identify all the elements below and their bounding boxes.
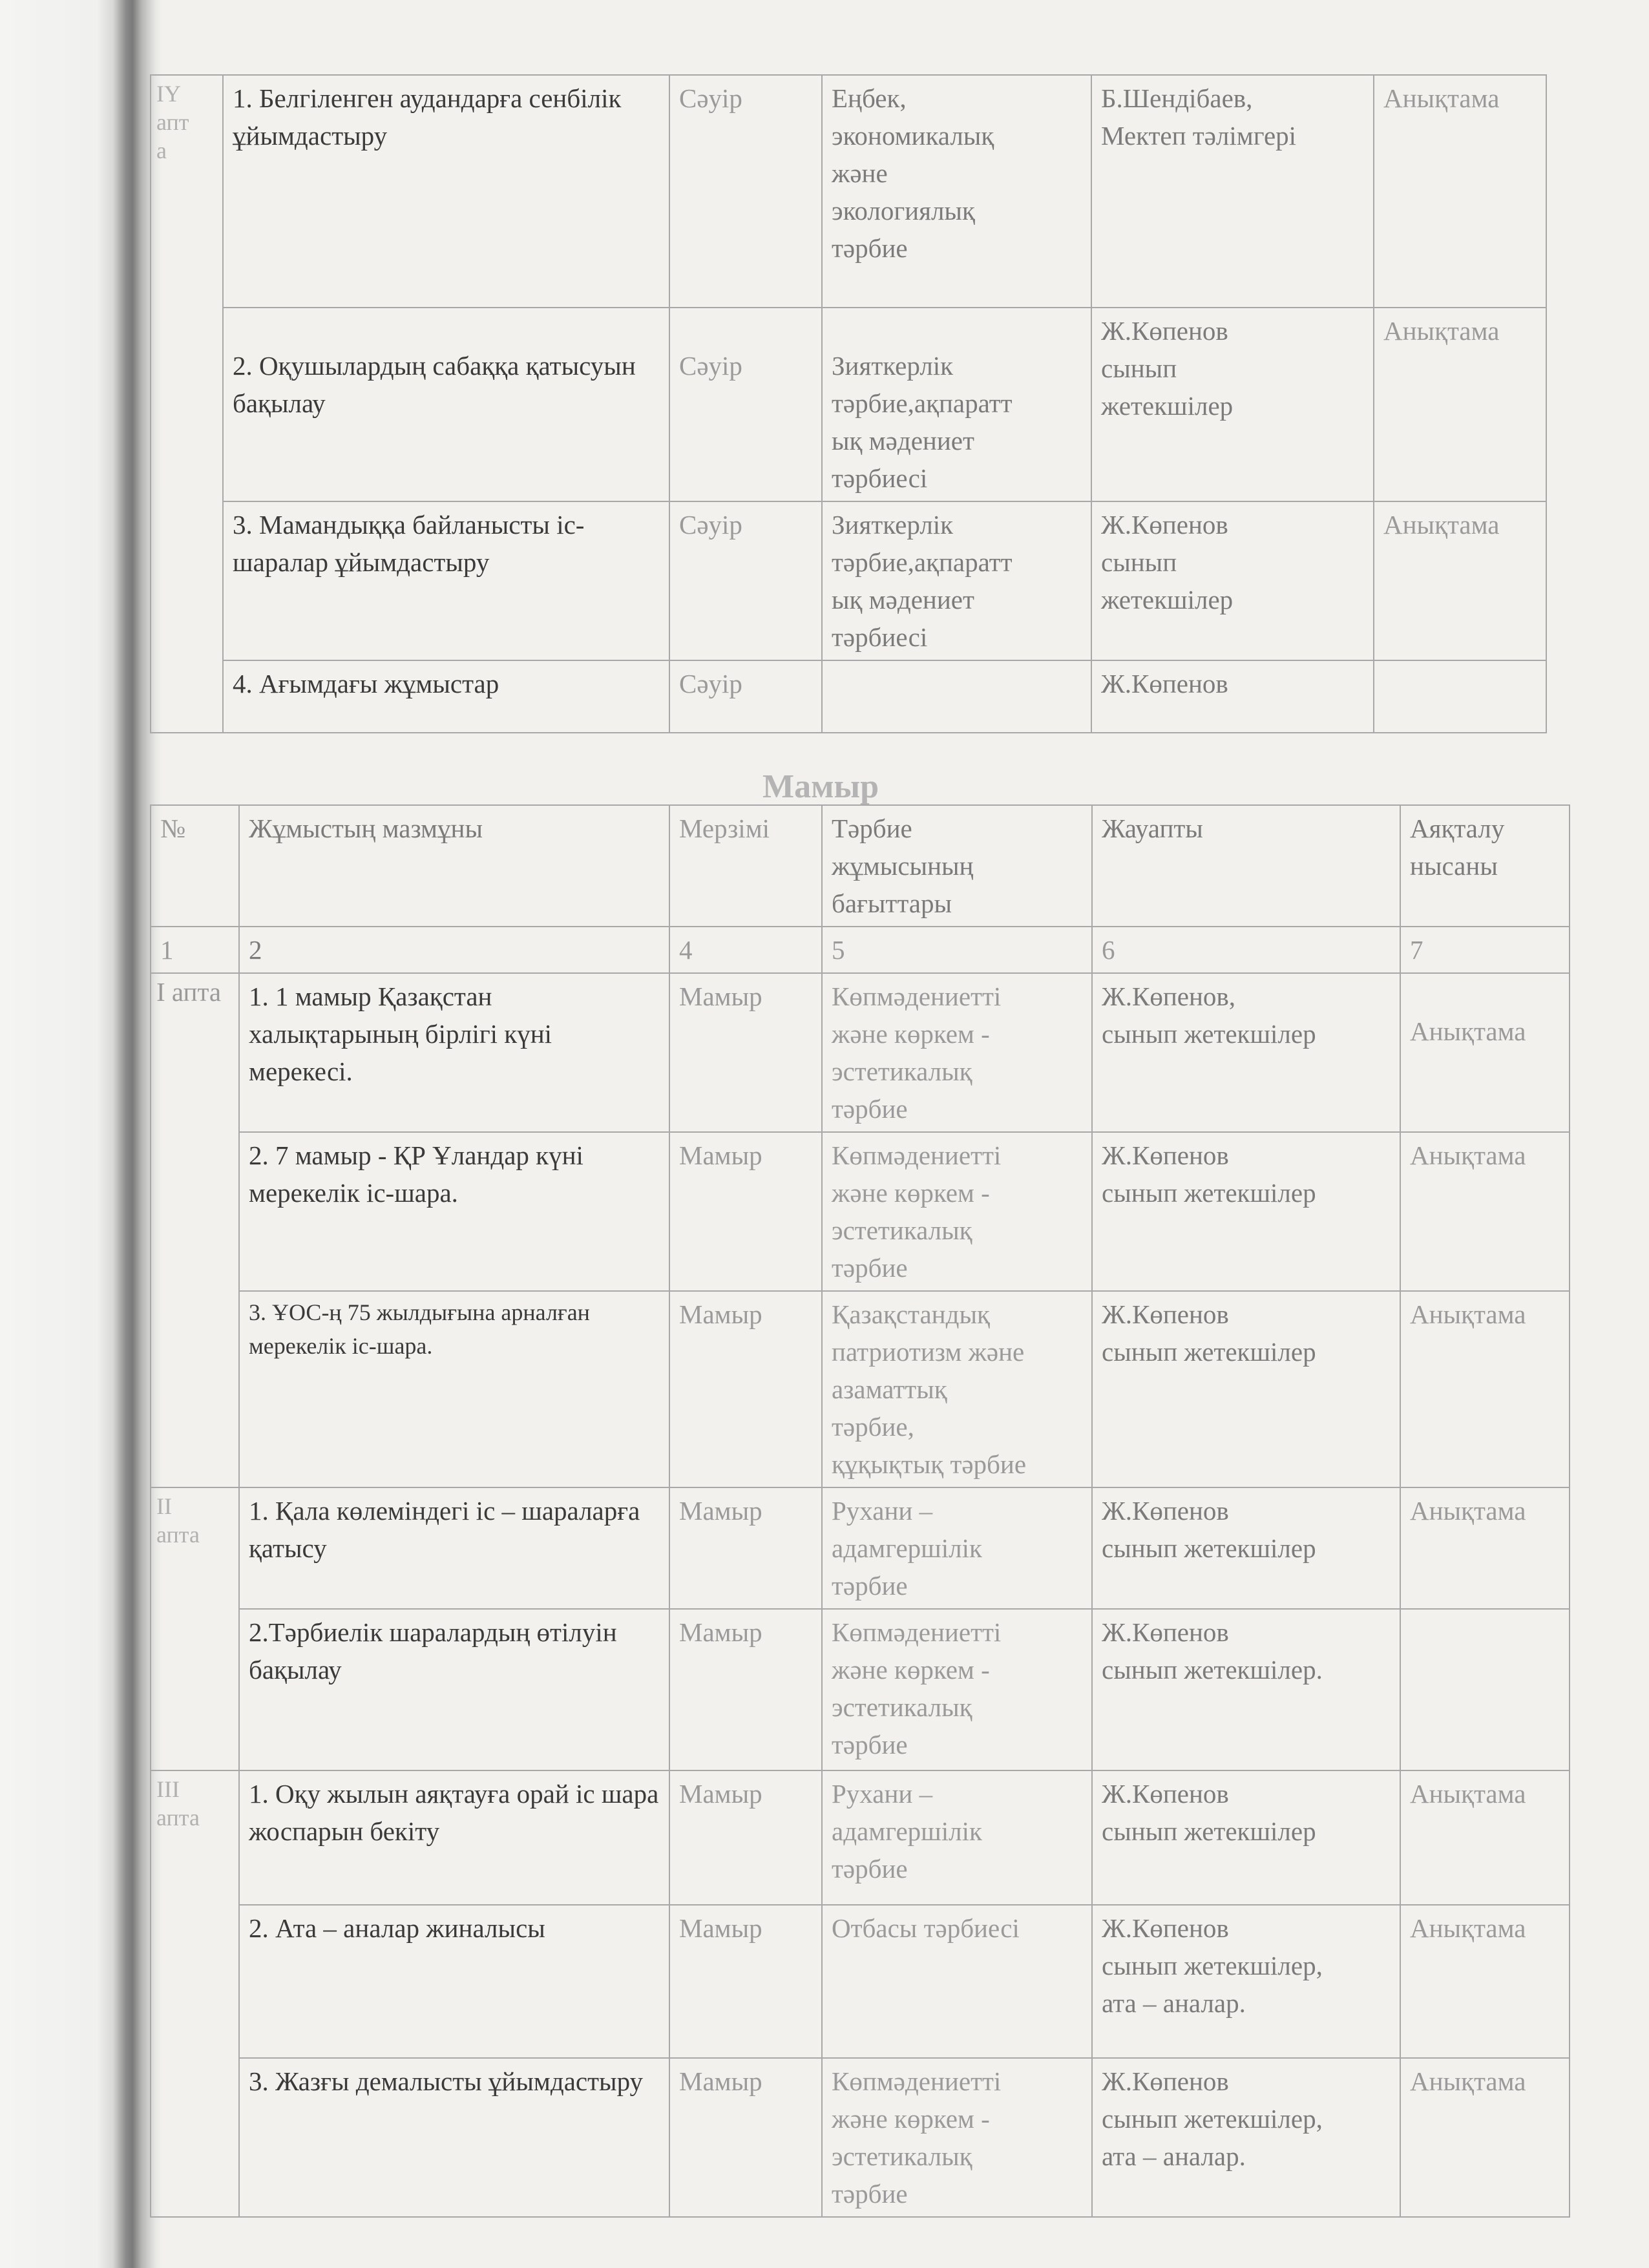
completion-form: Анықтама [1374,308,1546,501]
table-row [151,973,1570,1132]
responsible: Ж.Көпенов сынып жетекшілер [1092,1132,1400,1291]
table-row [151,1609,1570,1770]
education-direction: Рухани – адамгершілік тәрбие [822,1770,1092,1905]
period: Мамыр [669,1291,822,1487]
period: Мамыр [669,1770,822,1905]
week-label: III апта [151,1770,239,2217]
work-content: 2. Ата – аналар жиналысы [239,1905,669,2058]
week-label: II апта [151,1487,239,1770]
completion-form: Анықтама [1400,1487,1570,1609]
period: Сәуір [669,501,822,660]
work-content: 1. Қала көлеміндегі іс – шараларға қатысу [239,1487,669,1609]
header-completion-index: 7 [1400,927,1570,973]
april-plan-table [150,74,1547,733]
education-direction [822,660,1091,733]
header-completion: Аяқталу нысаны [1400,805,1570,927]
responsible: Ж.Көпенов сынып жетекшілер [1091,501,1374,660]
education-direction: Көпмәдениетті және көркем - эстетикалық тәрбие [822,1609,1092,1770]
responsible: Б.Шендібаев, Мектеп тәлімгері [1091,75,1374,308]
responsible: Ж.Көпенов сынып жетекшілер [1092,1291,1400,1487]
period: Сәуір [669,75,822,308]
completion-form: Анықтама [1400,2058,1570,2217]
completion-form: Анықтама [1400,973,1570,1132]
table-header-numbers-row [151,927,1570,973]
header-period: Мерзімі [669,805,822,927]
table-header-row [151,805,1570,927]
education-direction: Рухани – адамгершілік тәрбие [822,1487,1092,1609]
header-responsible: Жауапты [1092,805,1400,927]
header-content: Жұмыстың мазмұны [239,805,669,927]
completion-form: Анықтама [1400,1770,1570,1905]
completion-form: Анықтама [1400,1905,1570,2058]
completion-form: Анықтама [1374,501,1546,660]
responsible: Ж.Көпенов сынып жетекшілер, ата – аналар. [1092,1905,1400,2058]
may-plan-table [150,804,1570,2218]
education-direction: Еңбек, экономикалық және экологиялық тәрбие [822,75,1091,308]
week-label: IY апт а [151,75,223,733]
education-direction: Отбасы тәрбиесі [822,1905,1092,2058]
period: Сәуір [669,660,822,733]
table-row [151,308,1546,501]
responsible: Ж.Көпенов сынып жетекшілер [1092,1770,1400,1905]
period: Мамыр [669,1487,822,1609]
table-row [151,75,1546,308]
education-direction: Көпмәдениетті және көркем - эстетикалық тәрбие [822,2058,1092,2217]
period: Мамыр [669,1132,822,1291]
page-binding-shadow [0,0,162,2268]
header-direction-index: 5 [822,927,1092,973]
education-direction: Көпмәдениетті және көркем - эстетикалық тәрбие [822,1132,1092,1291]
month-title: Мамыр [762,768,879,805]
education-direction: Қазақстандық патриотизм және азаматтық тәрбие, құқықтық тәрбие [822,1291,1092,1487]
completion-form [1374,660,1546,733]
period: Мамыр [669,2058,822,2217]
work-content: 2. 7 мамыр - ҚР Ұландар күні мерекелік іс-шара. [239,1132,669,1291]
week-label: I апта [151,973,239,1487]
table-row [151,1487,1570,1609]
table-row [151,660,1546,733]
responsible: Ж.Көпенов, сынып жетекшілер [1092,973,1400,1132]
education-direction: Көпмәдениетті және көркем - эстетикалық тәрбие [822,973,1092,1132]
responsible: Ж.Көпенов сынып жетекшілер. [1092,1609,1400,1770]
completion-form: Анықтама [1400,1291,1570,1487]
period: Мамыр [669,973,822,1132]
work-content: 3. Жазғы демалысты ұйымдастыру [239,2058,669,2217]
period: Мамыр [669,1609,822,1770]
responsible: Ж.Көпенов сынып жетекшілер [1092,1487,1400,1609]
work-content: 3. Мамандыққа байланысты іс-шаралар ұйымдастыру [223,501,669,660]
work-content: 1. 1 мамыр Қазақстан халықтарының бірлігі күні мерекесі. [239,973,669,1132]
table-row [151,2058,1570,2217]
work-content: 2. Оқушылардың сабаққа қатысуын бақылау [223,308,669,501]
education-direction: Зияткерлік тәрбие,ақпаратт ық мәдениет тәрбиесі [822,501,1091,660]
completion-form: Анықтама [1400,1132,1570,1291]
header-period-index: 4 [669,927,822,973]
work-content: 1. Белгіленген аудандарға сенбілік ұйымдастыру [223,75,669,308]
table-row [151,1291,1570,1487]
work-content: 4. Ағымдағы жұмыстар [223,660,669,733]
responsible: Ж.Көпенов сынып жетекшілер, ата – аналар. [1092,2058,1400,2217]
header-content-index: 2 [239,927,669,973]
header-direction: Тәрбие жұмысының бағыттары [822,805,1092,927]
table-row [151,1770,1570,1905]
completion-form [1400,1609,1570,1770]
table-row [151,501,1546,660]
table-row [151,1905,1570,2058]
period: Сәуір [669,308,822,501]
education-direction: Зияткерлік тәрбие,ақпаратт ық мәдениет тәрбиесі [822,308,1091,501]
header-responsible-index: 6 [1092,927,1400,973]
table-row [151,1132,1570,1291]
responsible: Ж.Көпенов [1091,660,1374,733]
completion-form: Анықтама [1374,75,1546,308]
work-content: 3. ҰОС-ң 75 жылдығына арналған мерекелік іс-шара. [239,1291,669,1487]
responsible: Ж.Көпенов сынып жетекшілер [1091,308,1374,501]
header-num-index: 1 [151,927,239,973]
period: Мамыр [669,1905,822,2058]
work-content: 1. Оқу жылын аяқтауға орай іс шара жоспарын бекіту [239,1770,669,1905]
work-content: 2.Тәрбиелік шаралардың өтілуін бақылау [239,1609,669,1770]
header-num: № [151,805,239,927]
